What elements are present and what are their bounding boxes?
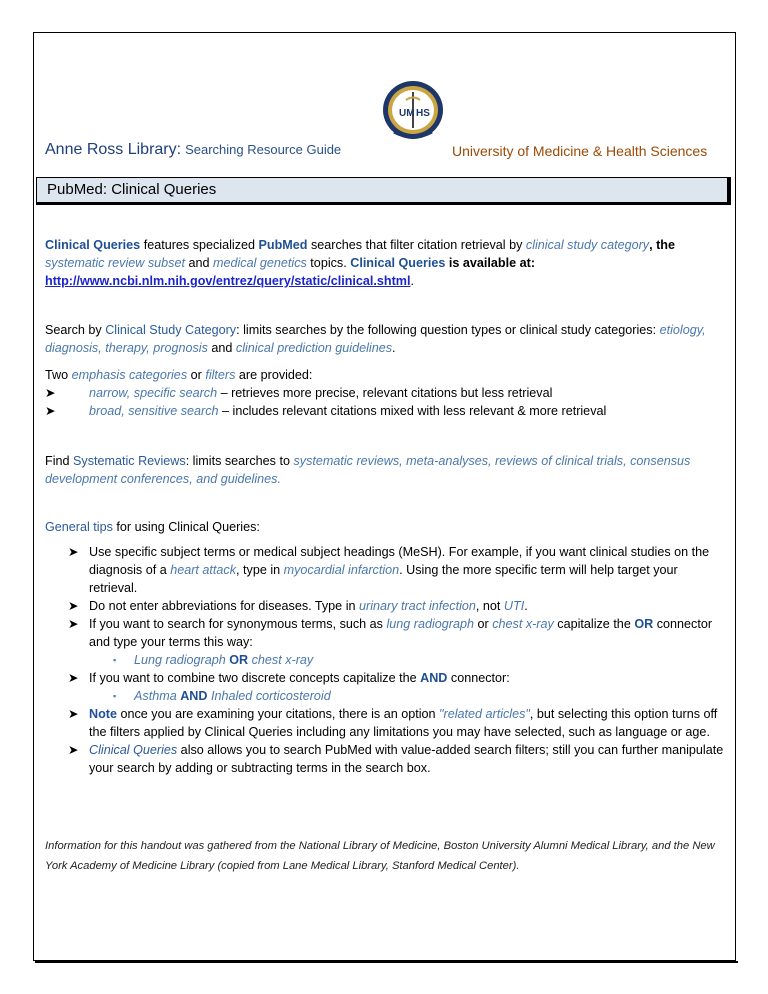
list-item: ➤ Note once you are examining your citations, there is an option "related articles", but selecting this option turns off the filters applied by Clinical Queries including any limitations you may have selected, such as language or age. (68, 707, 718, 739)
systematic-reviews-paragraph: Find Systematic Reviews: limits searches to systematic reviews, meta-analyses, reviews of clinical trials, consensus development conferences, and guidelines. (45, 454, 691, 486)
library-name: Anne Ross Library (45, 141, 177, 158)
list-item: ➤ broad, sensitive search – includes relevant citations mixed with less relevant & more retrieval (45, 404, 607, 418)
guide-subtitle: Searching Resource Guide (185, 142, 342, 157)
university-name: University of Medicine & Health Sciences (452, 143, 708, 159)
arrow-bullet-icon: ➤ (45, 386, 56, 400)
list-item: ➤ Use specific subject terms or medical subject headings (MeSH). For example, if you want clinical studies on the diagnosis of a heart attack, type in myocardial infarction. Using the more specific term will help target your retrieval. (68, 545, 710, 595)
intro-paragraph: Clinical Queries features specialized PubMed searches that filter citation retrieval by clinical study category, the systematic review subset and medical genetics topics. Clinical Queries is available at: http://www.ncbi.nlm.nih.gov/entrez/query/static/clinical.shtml. (45, 238, 675, 288)
list-item: ➤ If you want to combine two discrete concepts capitalize the AND connector: (68, 671, 510, 685)
list-item: ➤ If you want to search for synonymous terms, such as lung radiograph or chest x-ray capitalize the OR connector and type your terms this way: (68, 617, 713, 649)
logo-text-right: HS (416, 108, 430, 119)
list-item: ➤ Do not enter abbreviations for diseases. Type in urinary tract infection, not UTI. (68, 599, 528, 613)
emphasis-intro: Two emphasis categories or filters are provided: (45, 368, 313, 382)
tips-heading: General tips for using Clinical Queries: (45, 520, 260, 534)
list-item: ➤ Clinical Queries also allows you to search PubMed with value-added search filters; still you can further manipulate your search by adding or subtracting terms in the search box. (68, 743, 724, 775)
study-category-paragraph: Search by Clinical Study Category: limits searches by the following question types or clinical study categories: etiology, diagnosis, therapy, prognosis and clinical prediction guidelines. (45, 323, 706, 355)
footer-note: Information for this handout was gathered from the National Library of Medicine, Boston University Alumni Medical Library, and the New York Academy of Medicine Library (copied from Lane Medical Library, Stanford Medical Center). (45, 840, 715, 872)
square-bullet-icon: ▪ (113, 655, 117, 665)
square-bullet-icon: ▪ (113, 691, 117, 701)
list-item: ▪ Lung radiograph OR chest x-ray (113, 653, 314, 667)
arrow-bullet-icon: ➤ (68, 671, 79, 685)
arrow-bullet-icon: ➤ (68, 617, 79, 631)
general-tips-section (45, 518, 725, 777)
library-header: Anne Ross Library: Searching Resource Guide (45, 141, 342, 158)
arrow-bullet-icon: ➤ (45, 404, 56, 418)
list-item: ➤ narrow, specific search – retrieves more precise, relevant citations but less retrieval (45, 386, 553, 400)
list-item: ▪ Asthma AND Inhaled corticosteroid (113, 689, 331, 703)
umhs-seal-logo (380, 80, 446, 142)
page-shadow (35, 961, 738, 963)
emphasis-section (45, 366, 725, 420)
arrow-bullet-icon: ➤ (68, 545, 79, 559)
arrow-bullet-icon: ➤ (68, 743, 79, 757)
logo-text-left: UM (399, 108, 415, 119)
document-page (33, 32, 736, 961)
clinical-queries-link[interactable]: http://www.ncbi.nlm.nih.gov/entrez/query/static/clinical.shtml (45, 274, 411, 288)
arrow-bullet-icon: ➤ (68, 707, 79, 721)
page-title: PubMed: Clinical Queries (36, 177, 731, 205)
arrow-bullet-icon: ➤ (68, 599, 79, 613)
